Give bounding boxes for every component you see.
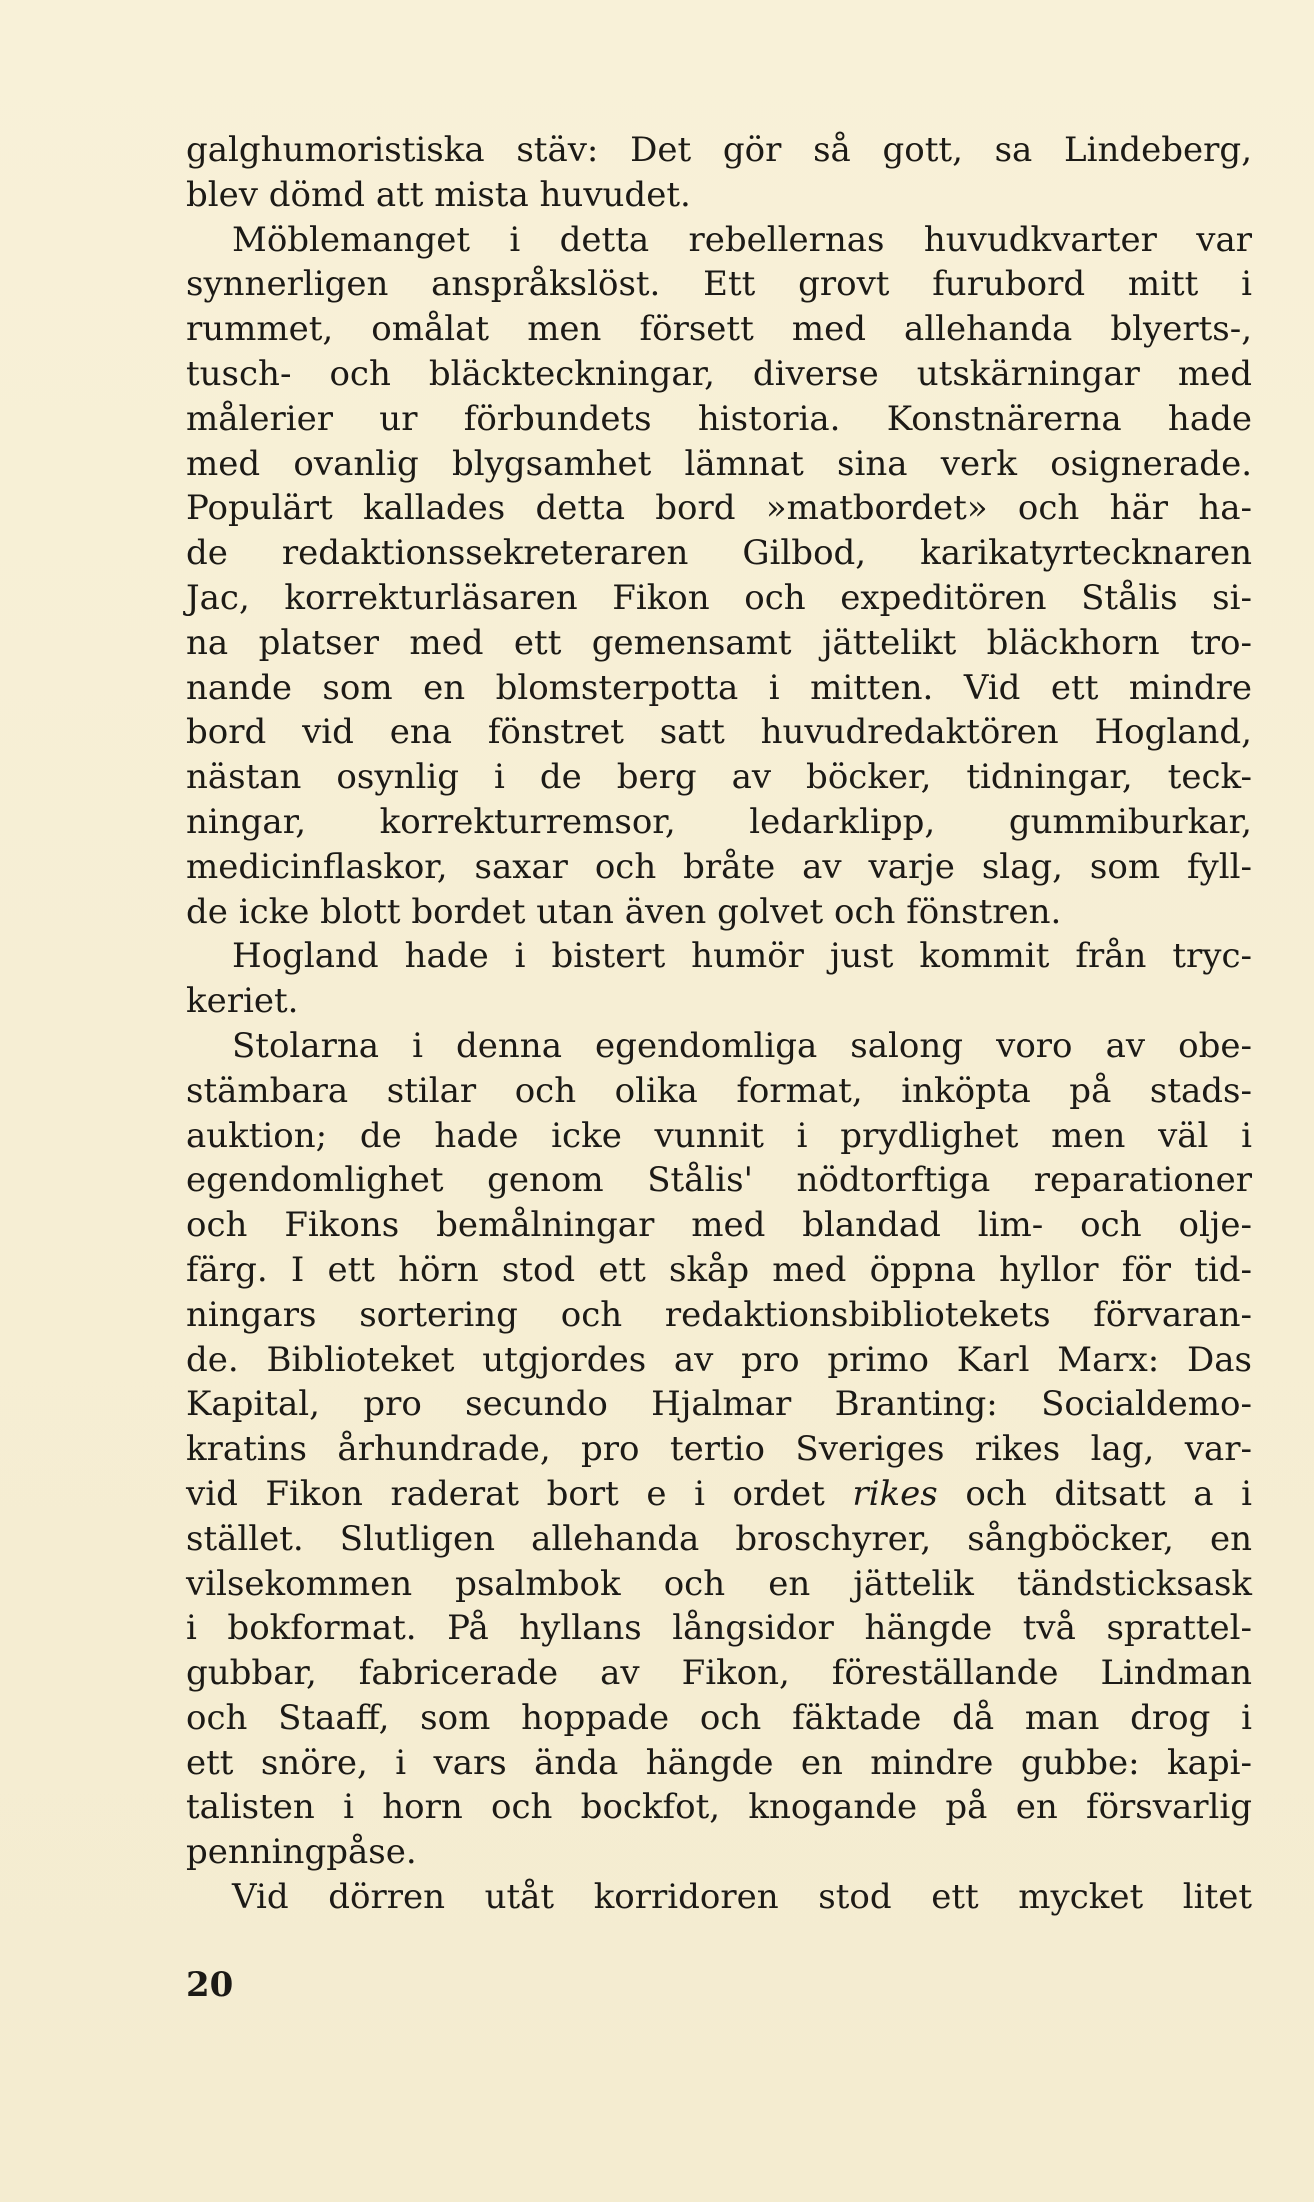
text-line: blev dömd att mista huvudet. [186,174,691,215]
text-line [186,1472,1252,1517]
text-line: talisten i horn och bockfot, knogande på en försvarlig [186,1787,1252,1828]
text-line: de. Biblioteket utgjordes av pro primo Karl Marx: Das [186,1339,1252,1380]
text-line: na platser med ett gemensamt jättelikt bläckhorn tro- [186,622,1252,663]
text-line: nästan osynlig i de berg av böcker, tidningar, teck- [186,757,1252,798]
text-line: Hogland hade i bistert humör just kommit från tryc- [232,936,1252,977]
text-line: galghumoristiska stäv: Det gör så gott, sa Lindeberg, [186,130,1252,170]
text-line: bord vid ena fönstret satt huvudredaktören Hogland, [186,712,1252,753]
body-text [186,128,1252,1920]
text-line-segment: vid Fikon raderat bort e i ordet [186,1473,853,1514]
text-line: auktion; de hade icke vunnit i prydlighet men väl i [186,1115,1252,1156]
text-line: de icke blott bordet utan även golvet och fönstren. [186,891,1062,932]
text-line: medicinflaskor, saxar och bråte av varje slag, som fyll- [186,846,1252,887]
text-line: egendomlighet genom Stålis' nödtorftiga reparationer [186,1160,1252,1201]
text-line: Vid dörren utåt korridoren stod ett mycket litet [232,1877,1252,1918]
text-line: synnerligen anspråkslöst. Ett grovt furubord mitt i [186,264,1252,305]
text-line: penningpåse. [186,1832,417,1873]
text-line: målerier ur förbundets historia. Konstnärerna hade [186,398,1252,439]
page-number: 20 [186,1965,234,2005]
text-line-segment: och ditsatt a i [937,1473,1252,1514]
text-line: Jac, korrekturläsaren Fikon och expeditören Stålis si- [186,577,1252,618]
text-line: kratins århundrade, pro tertio Sveriges rikes lag, var- [186,1429,1252,1470]
text-line: de redaktionssekreteraren Gilbod, karikatyrtecknaren [186,533,1252,574]
text-line: och Fikons bemålningar med blandad lim- och olje- [186,1205,1252,1246]
text-line: färg. I ett hörn stod ett skåp med öppna hyllor för tid- [186,1249,1252,1290]
text-line: stämbara stilar och olika format, inköpta på stads- [186,1070,1252,1111]
text-line: ett snöre, i vars ända hängde en mindre gubbe: kapi- [186,1742,1252,1783]
text-line: och Staaff, som hoppade och fäktade då man drog i [186,1697,1252,1738]
text-line: med ovanlig blygsamhet lämnat sina verk osignerade. [186,443,1252,484]
text-line: gubbar, fabricerade av Fikon, föreställande Lindman [186,1653,1252,1694]
italic-word: rikes [852,1473,938,1514]
text-line: Populärt kallades detta bord »matbordet» och här ha- [186,488,1252,529]
text-line: tusch- och bläckteckningar, diverse utskärningar med [186,353,1252,394]
text-line: Möblemanget i detta rebellernas huvudkvarter var [232,219,1252,260]
text-line: i bokformat. På hyllans långsidor hängde två sprattel- [186,1608,1252,1649]
text-line: keriet. [186,981,299,1022]
text-line: ningar, korrekturremsor, ledarklipp, gummiburkar, [186,801,1252,842]
text-line: nande som en blomsterpotta i mitten. Vid ett mindre [186,667,1252,708]
text-line: ningars sortering och redaktionsbibliotekets förvaran- [186,1294,1252,1335]
text-line: stället. Slutligen allehanda broschyrer, sångböcker, en [186,1518,1252,1559]
text-line: Stolarna i denna egendomliga salong voro av obe- [232,1025,1252,1066]
text-line: Kapital, pro secundo Hjalmar Branting: Socialdemo- [186,1384,1252,1425]
text-line: vilsekommen psalmbok och en jättelik tändsticksask [186,1563,1252,1604]
text-line: rummet, omålat men försett med allehanda blyerts-, [186,309,1252,350]
